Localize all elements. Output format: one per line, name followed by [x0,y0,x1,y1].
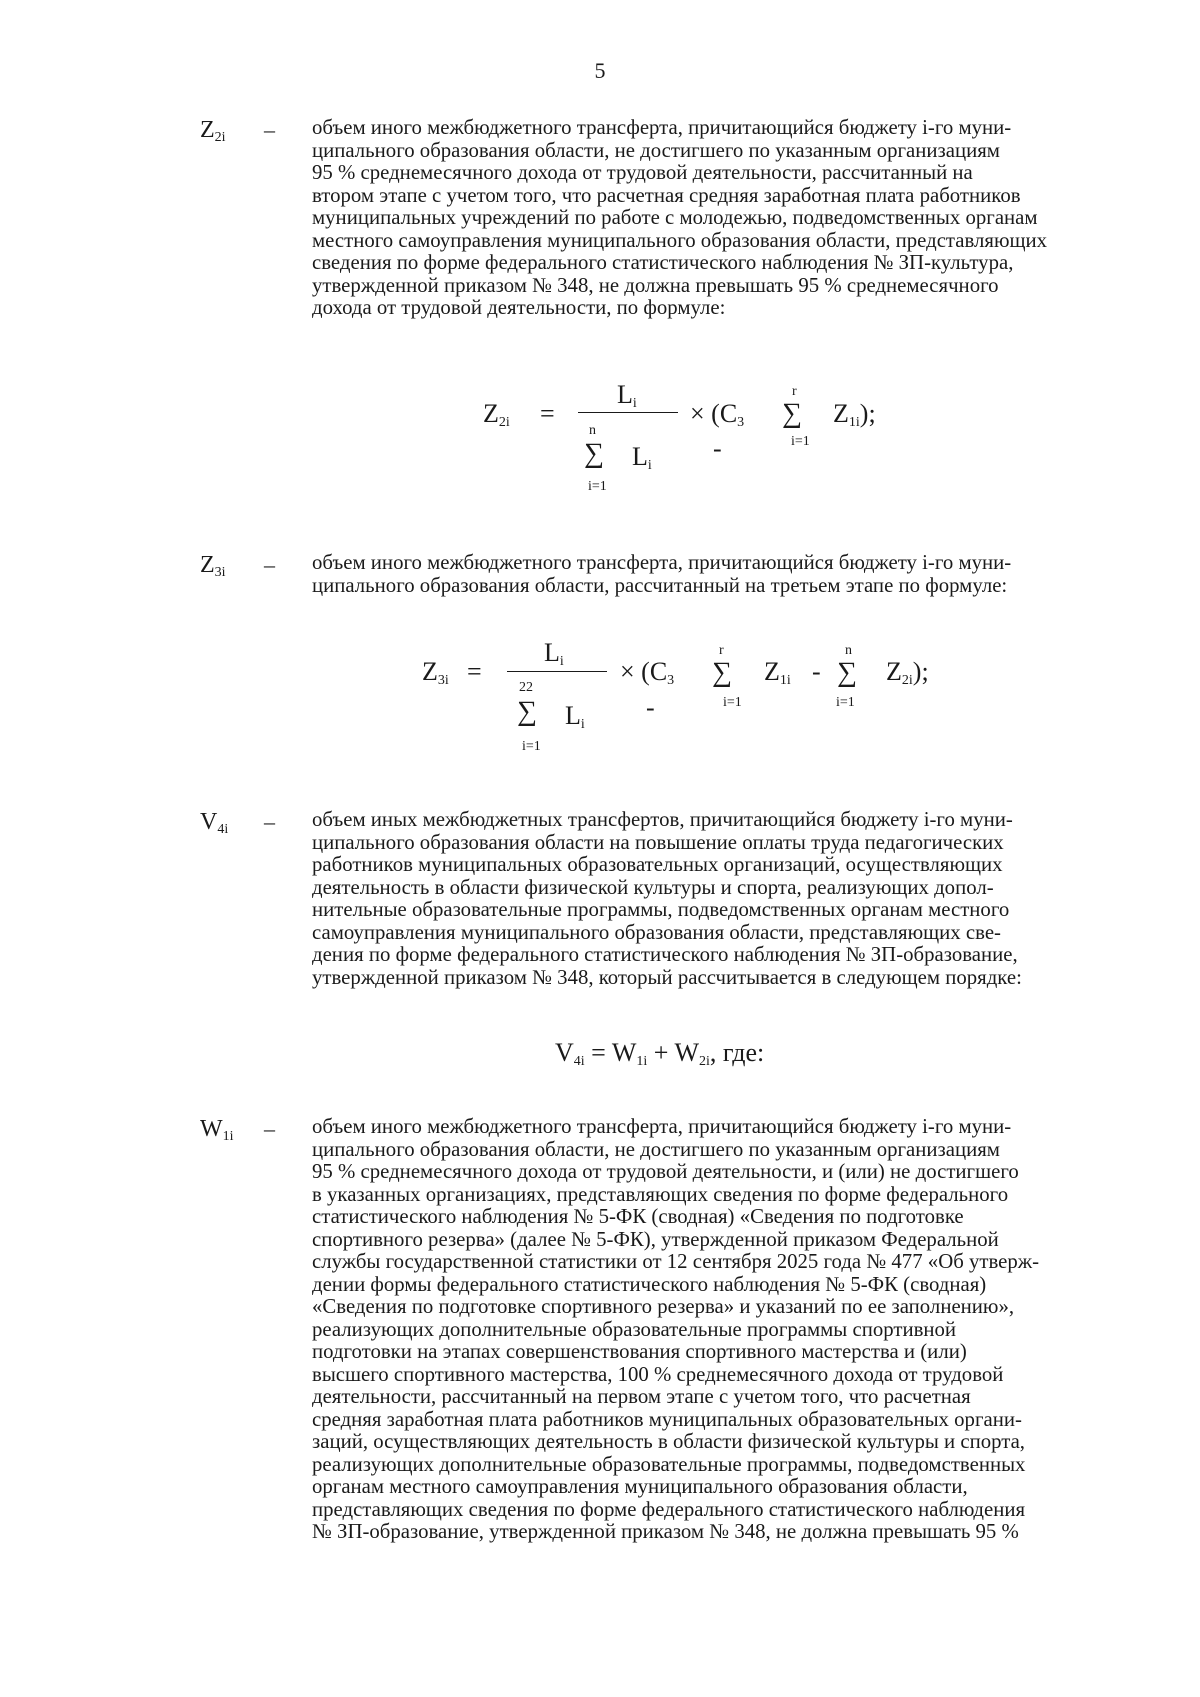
sum-variable: $L_i$ [565,701,585,732]
formula-v4i: $V_{4i} = W_{1i} + W_{2i}$, где: [555,1038,765,1069]
text-line: нительные образовательные программы, подведомственных органам местного [312,898,1010,921]
sigma-symbol: ∑ [584,438,604,469]
term-dash: – [264,117,275,142]
definition-text [312,809,1192,989]
text-line: ципального образования области, рассчитанный на третьем этапе по формуле: [312,573,1008,597]
text-line: утвержденной приказом № 348, который рассчитывается в следующем порядке: [312,965,1022,989]
formula-lhs: $Z_{2i}$ [483,399,510,430]
text-line: 95 % среднемесячного дохода от трудовой деятельности, и (или) не достигшего [312,1160,1019,1183]
text-line: работников муниципальных образовательных организаций, осуществляющих [312,853,1003,876]
text-line: в указанных организациях, представляющих сведения по форме федерального [312,1182,1009,1206]
term-symbol: $W_{1i}$ [200,1116,234,1144]
text-line: средняя заработная плата работников муниципальных образовательных органи- [312,1407,1022,1431]
sum2-upper-limit: r [792,384,797,399]
sum2-upper-limit: r [719,643,724,658]
text-line: втором этапе с учетом того, что расчетная средняя заработная плата работников [312,183,1021,207]
sigma-symbol: ∑ [712,657,732,688]
formula-lhs: $Z_{3i}$ [422,657,449,688]
text-line: 95 % среднемесячного дохода от трудовой деятельности, рассчитанный на [312,161,973,184]
sum-upper-limit: 22 [519,680,533,695]
fraction-bar [507,671,607,672]
term-dash: – [264,809,275,834]
text-line: службы государственной статистики от 12 сентября 2025 года № 477 «Об утверж- [312,1250,1040,1273]
definition-text [312,552,1192,597]
text-line: сведения по форме федерального статистического наблюдения № ЗП-культура, [312,251,1014,274]
text-line: объем иных межбюджетных трансфертов, причитающийся бюджету i-го муни- [312,808,1013,831]
text-line: дения по форме федерального статистического наблюдения № ЗП-образование, [312,943,1018,966]
text-line: объем иного межбюджетного трансферта, причитающийся бюджету i-го муни- [312,1115,1012,1138]
text-line: «Сведения по подготовке спортивного резерва» и указаний по ее заполнению», [312,1295,1015,1318]
text-line: ципального образования области, не достигшего по указанным организациям [312,138,1000,162]
term-symbol: $Z_{2i}$ [200,117,226,145]
text-line: объем иного межбюджетного трансферта, причитающийся бюджету i-го муни- [312,116,1012,139]
text-line: самоуправления муниципального образования области, представляющих све- [312,920,1001,944]
fraction-numerator: $L_i$ [617,380,637,411]
text-line: дении формы федерального статистического наблюдения № 5-ФК (сводная) [312,1272,987,1296]
sigma-symbol: ∑ [517,696,537,727]
fraction-bar [578,412,678,413]
text-line: спортивного резерва» (далее № 5-ФК), утвержденной приказом Федеральной [312,1227,999,1251]
sum2-lower-limit: i=1 [723,695,742,710]
text-line: статистического наблюдения № 5-ФК (сводная) «Сведения по подготовке [312,1205,964,1228]
formula-term: $Z_{1i}$); [833,399,876,430]
formula-equals: = [467,657,482,686]
definition-text [312,1116,1192,1544]
formula-term: $Z_{1i}$ [764,657,791,688]
text-line: органам местного самоуправления муниципального образования области, [312,1475,968,1498]
sum-variable: $L_i$ [632,442,652,473]
text-line: заций, осуществляющих деятельность в области физической культуры и спорта, [312,1430,1025,1453]
text-line: реализующих дополнительные образовательные программы спортивной [312,1317,957,1341]
fraction-numerator: $L_i$ [544,638,564,669]
formula-minus: - [812,657,821,686]
formula-term: $Z_{2i}$); [886,657,929,688]
sum-lower-limit: i=1 [588,479,607,494]
formula-times-c: × ($C_3$ [620,657,675,688]
text-line: подготовки на этапах совершенствования спортивного мастерства и (или) [312,1340,967,1363]
sum-lower-limit: i=1 [522,739,541,754]
text-line: деятельность в области физической культуры и спорта, реализующих допол- [312,875,994,899]
formula-times-c: × ($C_3$ [690,399,745,430]
text-line: деятельности, рассчитанный на первом этапе с учетом того, что расчетная [312,1385,971,1408]
text-line: муниципальных учреждений по работе с молодежью, подведомственных органам [312,206,1038,229]
term-symbol: $V_{4i}$ [200,809,229,837]
text-line: реализующих дополнительные образовательные программы, подведомственных [312,1452,1026,1476]
term-symbol: $Z_{3i}$ [200,552,226,580]
text-line: объем иного межбюджетного трансферта, причитающийся бюджету i-го муни- [312,551,1012,574]
definition-text [312,117,1192,320]
sigma-symbol: ∑ [782,398,802,429]
term-dash: – [264,1116,275,1141]
text-line: ципального образования области, не достигшего по указанным организациям [312,1137,1000,1161]
text-line: утвержденной приказом № 348, не должна превышать 95 % среднемесячного [312,273,999,297]
text-line: местного самоуправления муниципального образования области, представляющих [312,228,1048,252]
formula-minus: - [646,693,655,722]
formula-minus: - [713,434,722,463]
text-line: № ЗП-образование, утвержденной приказом № 348, не должна превышать 95 % [312,1520,1019,1543]
sum3-lower-limit: i=1 [836,695,855,710]
text-line: представляющих сведения по форме федерального статистического наблюдения [312,1497,1026,1521]
formula-equals: = [540,399,555,428]
sigma-symbol: ∑ [837,657,857,688]
sum2-lower-limit: i=1 [791,434,810,449]
term-dash: – [264,552,275,577]
text-line: высшего спортивного мастерства, 100 % среднемесячного дохода от трудовой [312,1362,1004,1386]
sum-upper-limit: n [589,423,596,438]
text-line: дохода от трудовой деятельности, по формуле: [312,296,726,319]
text-line: ципального образования области на повышение оплаты труда педагогических [312,830,1004,854]
page-number: 5 [594,58,606,83]
sum3-upper-limit: n [845,643,852,658]
